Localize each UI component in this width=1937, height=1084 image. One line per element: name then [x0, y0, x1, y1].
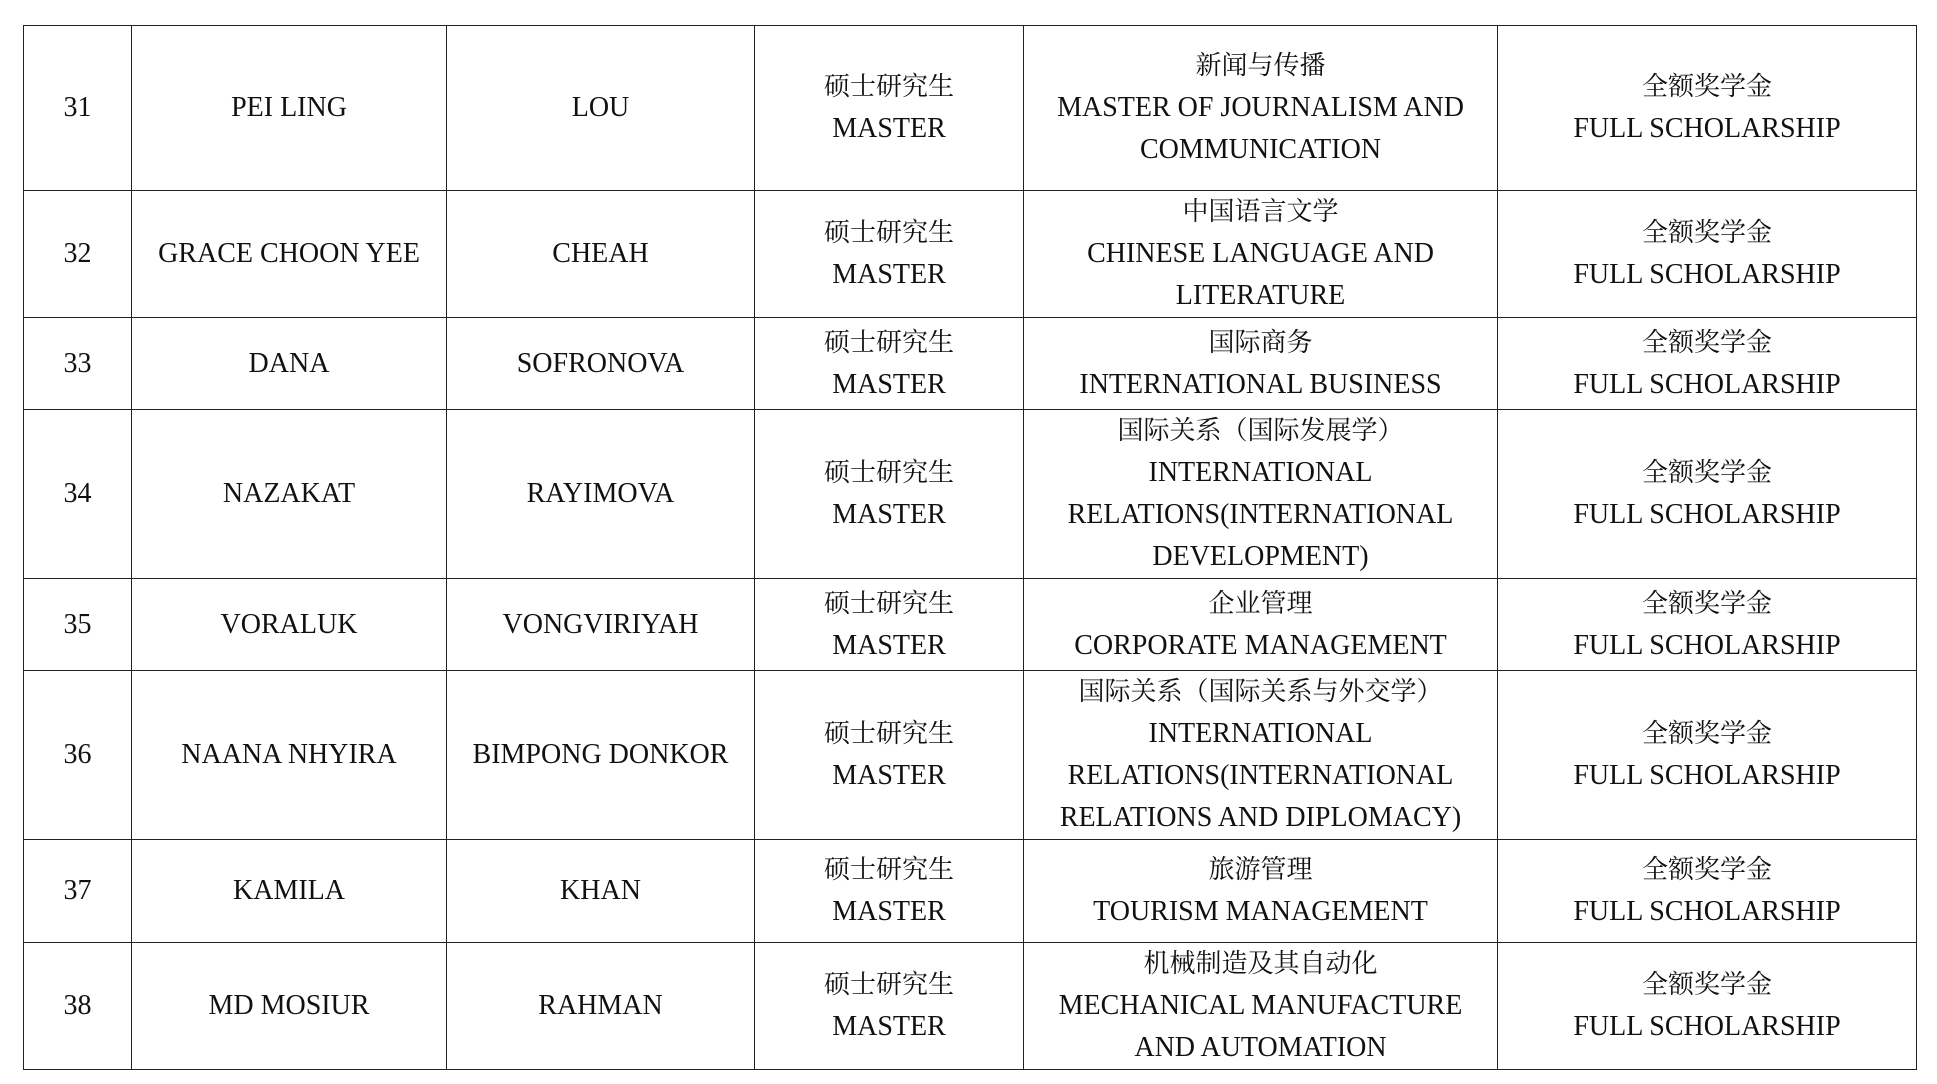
row-number: 36	[24, 671, 132, 840]
degree-en: MASTER	[832, 629, 946, 661]
major-cell	[1024, 943, 1498, 1070]
degree-cell	[755, 410, 1024, 579]
degree-en: MASTER	[832, 368, 946, 400]
major-zh: 国际关系（国际关系与外交学）	[1078, 677, 1443, 707]
major-en: MASTER OF JOURNALISM AND COMMUNICATION	[1057, 92, 1464, 165]
major-zh: 机械制造及其自动化	[1143, 949, 1378, 979]
given-name: DANA	[132, 318, 447, 410]
table-row	[24, 26, 1917, 191]
family-name: LOU	[447, 26, 755, 191]
degree-en: MASTER	[832, 259, 946, 290]
document-page	[23, 25, 1917, 1070]
scholarship-cell	[1498, 840, 1917, 943]
table-row	[24, 840, 1917, 943]
scholarship-en: FULL SCHOLARSHIP	[1573, 1011, 1841, 1042]
scholarship-zh: 全额奖学金	[1641, 218, 1772, 248]
degree-cell	[755, 26, 1024, 191]
degree-zh: 硕士研究生	[823, 72, 954, 102]
scholarship-zh: 全额奖学金	[1641, 855, 1772, 885]
scholarship-en: FULL SCHOLARSHIP	[1573, 629, 1841, 661]
given-name: NAZAKAT	[132, 410, 447, 579]
degree-zh: 硕士研究生	[823, 970, 954, 1000]
major-en: CORPORATE MANAGEMENT	[1074, 629, 1447, 661]
scholarship-en: FULL SCHOLARSHIP	[1573, 368, 1841, 400]
family-name: BIMPONG DONKOR	[447, 671, 755, 840]
degree-cell	[755, 943, 1024, 1070]
degree-zh: 硕士研究生	[823, 719, 954, 749]
major-zh: 国际商务	[1208, 327, 1313, 358]
scholarship-cell	[1498, 579, 1917, 671]
scholarship-en: FULL SCHOLARSHIP	[1573, 499, 1841, 530]
family-name: RAYIMOVA	[447, 410, 755, 579]
family-name: KHAN	[447, 840, 755, 943]
scholarship-cell	[1498, 318, 1917, 410]
scholarship-roster-table	[23, 25, 1917, 1070]
given-name: KAMILA	[132, 840, 447, 943]
degree-zh: 硕士研究生	[823, 218, 954, 248]
scholarship-zh: 全额奖学金	[1641, 458, 1772, 488]
degree-zh: 硕士研究生	[823, 327, 954, 358]
degree-en: MASTER	[832, 1011, 946, 1042]
degree-cell	[755, 840, 1024, 943]
row-number: 34	[24, 410, 132, 579]
scholarship-cell	[1498, 671, 1917, 840]
major-en: INTERNATIONAL RELATIONS(INTERNATIONAL RELATIONS AND DIPLOMACY)	[1059, 718, 1462, 833]
major-zh: 中国语言文学	[1182, 197, 1339, 227]
family-name: SOFRONOVA	[447, 318, 755, 410]
table-row	[24, 318, 1917, 410]
degree-zh: 硕士研究生	[823, 855, 954, 885]
scholarship-en: FULL SCHOLARSHIP	[1573, 259, 1841, 290]
scholarship-zh: 全额奖学金	[1641, 719, 1772, 749]
degree-en: MASTER	[832, 760, 946, 791]
major-en: TOURISM MANAGEMENT	[1093, 896, 1428, 927]
row-number: 37	[24, 840, 132, 943]
major-cell	[1024, 579, 1498, 671]
major-zh: 国际关系（国际发展学）	[1117, 416, 1404, 446]
scholarship-cell	[1498, 26, 1917, 191]
scholarship-en: FULL SCHOLARSHIP	[1573, 896, 1841, 927]
major-zh: 旅游管理	[1208, 855, 1313, 885]
table-row	[24, 671, 1917, 840]
scholarship-cell	[1498, 410, 1917, 579]
table-row	[24, 579, 1917, 671]
scholarship-zh: 全额奖学金	[1641, 72, 1772, 102]
scholarship-zh: 全额奖学金	[1641, 588, 1772, 619]
table-row	[24, 410, 1917, 579]
major-zh: 新闻与传播	[1195, 51, 1326, 81]
degree-cell	[755, 671, 1024, 840]
scholarship-cell	[1498, 943, 1917, 1070]
row-number: 35	[24, 579, 132, 671]
scholarship-zh: 全额奖学金	[1641, 970, 1772, 1000]
family-name: CHEAH	[447, 191, 755, 318]
major-cell	[1024, 191, 1498, 318]
major-en: CHINESE LANGUAGE AND LITERATURE	[1087, 238, 1434, 311]
row-number: 32	[24, 191, 132, 318]
degree-cell	[755, 191, 1024, 318]
row-number: 31	[24, 26, 132, 191]
degree-en: MASTER	[832, 896, 946, 927]
scholarship-en: FULL SCHOLARSHIP	[1573, 113, 1841, 144]
family-name: VONGVIRIYAH	[447, 579, 755, 671]
major-en: MECHANICAL MANUFACTURE AND AUTOMATION	[1058, 990, 1463, 1063]
major-cell	[1024, 671, 1498, 840]
scholarship-en: FULL SCHOLARSHIP	[1573, 760, 1841, 791]
major-en: INTERNATIONAL RELATIONS(INTERNATIONAL DEVELOPMENT)	[1067, 457, 1454, 572]
scholarship-cell	[1498, 191, 1917, 318]
row-number: 38	[24, 943, 132, 1070]
major-cell	[1024, 26, 1498, 191]
given-name: MD MOSIUR	[132, 943, 447, 1070]
scholarship-zh: 全额奖学金	[1641, 327, 1772, 358]
major-cell	[1024, 410, 1498, 579]
family-name: RAHMAN	[447, 943, 755, 1070]
given-name: GRACE CHOON YEE	[132, 191, 447, 318]
degree-en: MASTER	[832, 113, 946, 144]
degree-zh: 硕士研究生	[823, 458, 954, 488]
table-row	[24, 943, 1917, 1070]
degree-cell	[755, 318, 1024, 410]
given-name: NAANA NHYIRA	[132, 671, 447, 840]
row-number: 33	[24, 318, 132, 410]
degree-zh: 硕士研究生	[823, 588, 954, 619]
major-en: INTERNATIONAL BUSINESS	[1079, 368, 1442, 400]
degree-cell	[755, 579, 1024, 671]
major-zh: 企业管理	[1208, 588, 1313, 619]
given-name: VORALUK	[132, 579, 447, 671]
major-cell	[1024, 318, 1498, 410]
given-name: PEI LING	[132, 26, 447, 191]
degree-en: MASTER	[832, 499, 946, 530]
major-cell	[1024, 840, 1498, 943]
table-row	[24, 191, 1917, 318]
